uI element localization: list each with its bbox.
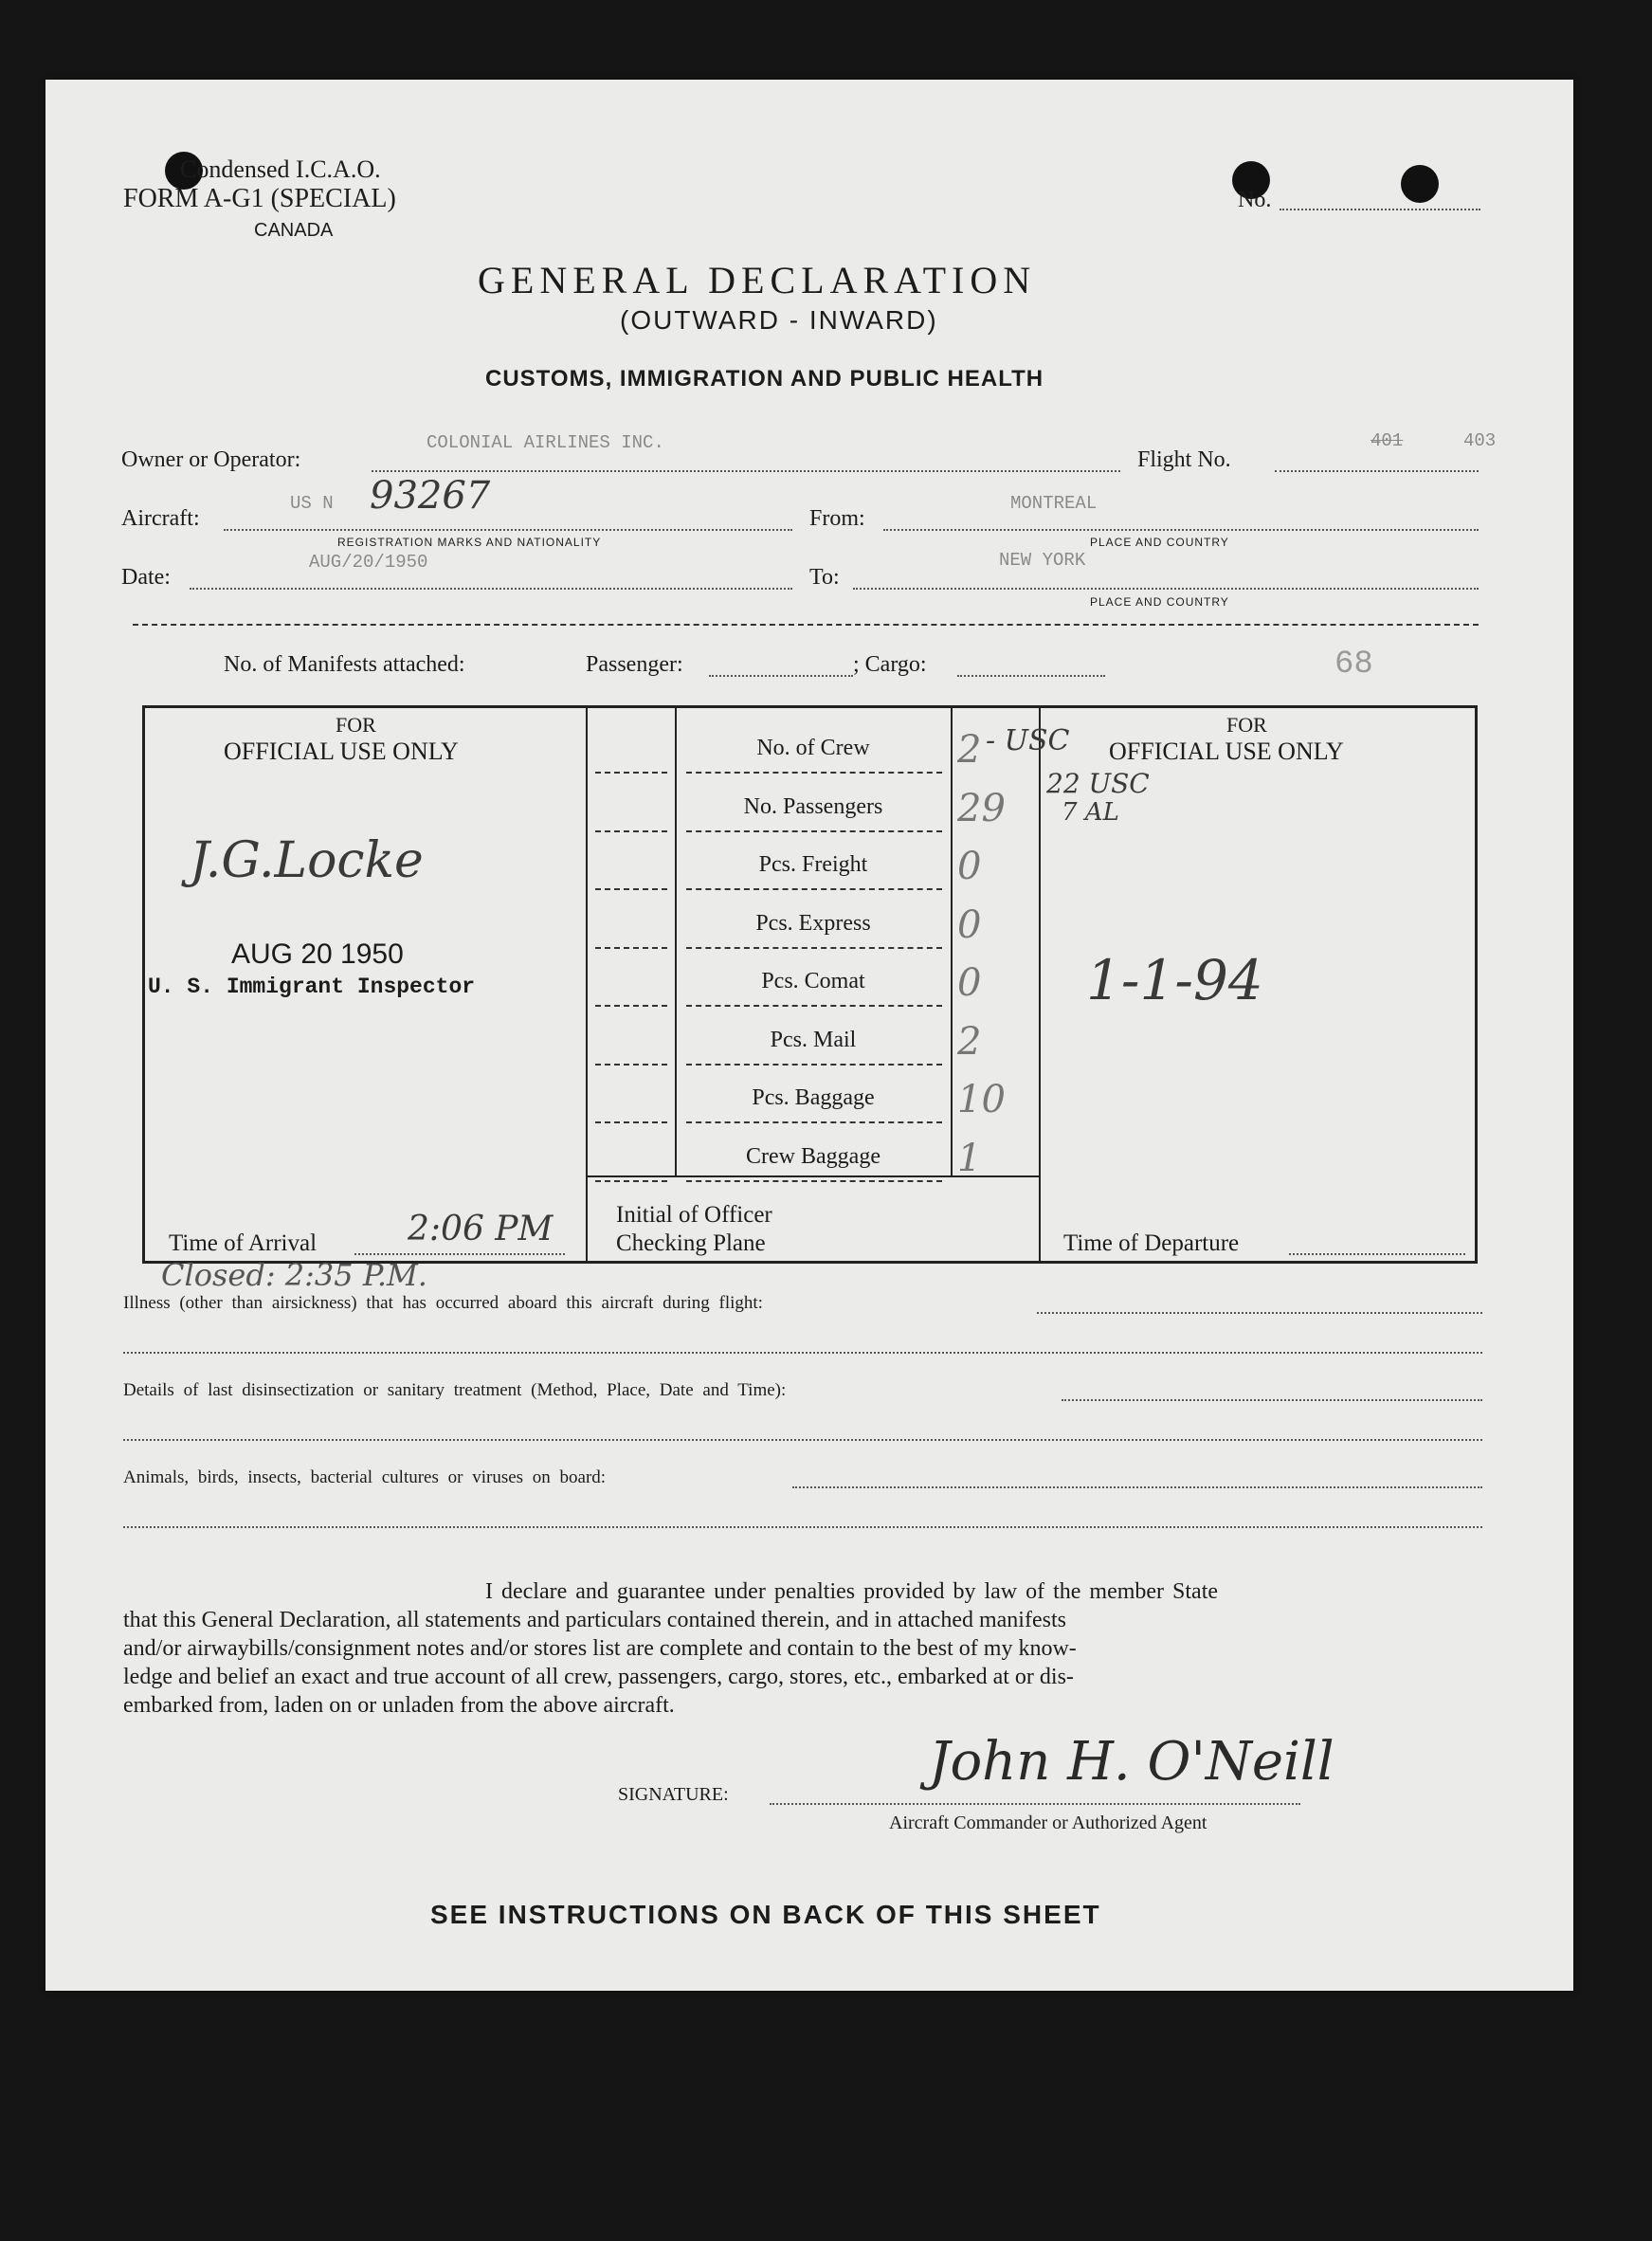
illness-field-2: [123, 1352, 1482, 1354]
row-rule: [686, 772, 942, 774]
table-divider-inner-a: [675, 705, 677, 1175]
section-divider: [133, 624, 1479, 626]
owner-value: COLONIAL AIRLINES INC.: [427, 432, 664, 453]
row-value: 2: [957, 728, 982, 772]
manifests-label: No. of Manifests attached:: [224, 652, 465, 677]
departure-field: [1289, 1253, 1465, 1255]
to-value: NEW YORK: [999, 550, 1086, 571]
from-field: [883, 529, 1479, 531]
row-value: 2: [957, 1020, 982, 1064]
row-rule: [686, 888, 942, 890]
row-label: Pcs. Freight: [758, 852, 868, 877]
row-value: 0: [957, 903, 982, 947]
page-subtitle: (OUTWARD - INWARD): [620, 305, 938, 335]
row-rule: [686, 1121, 942, 1123]
manifests-cargo-field: [957, 675, 1105, 677]
aircraft-typed: US N: [290, 493, 334, 514]
row-value: 10: [957, 1078, 1006, 1121]
inspector-stamp-date: AUG 20 1950: [231, 938, 404, 970]
table-right-border: [1475, 705, 1478, 1264]
row-rule: [686, 1180, 942, 1182]
punch-hole: [1401, 165, 1439, 203]
flight-field: [1275, 470, 1479, 472]
right-note-1: - USC: [986, 724, 1070, 757]
row-label: Pcs. Baggage: [752, 1085, 875, 1110]
flight-value: 403: [1463, 430, 1497, 451]
declaration-line-5: embarked from, laden on or unladen from the above aircraft.: [123, 1693, 675, 1718]
form-number-line: [1280, 209, 1480, 210]
manifests-handwritten-count: 68: [1334, 647, 1373, 683]
animals-field: [792, 1486, 1482, 1488]
department-heading: CUSTOMS, IMMIGRATION AND PUBLIC HEALTH: [485, 366, 1044, 392]
table-divider-left: [586, 705, 588, 1264]
date-value: AUG/20/1950: [309, 552, 428, 573]
flight-value-struck: 401: [1371, 430, 1404, 451]
aircraft-label: Aircraft:: [121, 506, 200, 531]
inspector-stamp-title: U. S. Immigrant Inspector: [148, 975, 476, 999]
row-rule-left: [595, 830, 667, 832]
animals-question: Animals, birds, insects, bacterial cultures or viruses on board:: [123, 1467, 607, 1487]
right-big-note: 1-1-94: [1086, 948, 1263, 1012]
row-rule-left: [595, 1121, 667, 1123]
right-official-heading-1: FOR: [1226, 713, 1267, 737]
disinsection-field-2: [123, 1439, 1482, 1441]
row-value: 1: [957, 1137, 982, 1180]
row-label: Crew Baggage: [746, 1144, 880, 1169]
row-label: No. of Crew: [756, 736, 870, 760]
left-official-heading-2: OFFICIAL USE ONLY: [224, 738, 459, 765]
owner-label: Owner or Operator:: [121, 447, 301, 472]
signature-label: SIGNATURE:: [618, 1784, 729, 1805]
date-field: [190, 588, 792, 590]
right-official-heading-2: OFFICIAL USE ONLY: [1109, 738, 1344, 765]
arrival-value: 2:06 PM: [408, 1210, 554, 1248]
row-rule-left: [595, 1005, 667, 1007]
row-value: 0: [957, 961, 982, 1005]
to-field: [853, 588, 1479, 590]
owner-field: [372, 470, 1120, 472]
aircraft-handwritten: 93267: [370, 474, 491, 518]
illness-field: [1037, 1312, 1482, 1314]
right-note-2: 22 USC: [1046, 768, 1150, 799]
row-label: No. Passengers: [743, 794, 883, 819]
commander-signature: John H. O'Neill: [929, 1731, 1334, 1793]
footer-instructions: SEE INSTRUCTIONS ON BACK OF THIS SHEET: [430, 1900, 1101, 1929]
table-left-border: [142, 705, 145, 1264]
row-rule-left: [595, 1064, 667, 1066]
inspector-signature: J.G.Locke: [190, 832, 424, 889]
form-country: CANADA: [254, 220, 334, 241]
row-rule-left: [595, 947, 667, 949]
declaration-line-2: that this General Declaration, all statements and particulars contained therein, and in attached manifests: [123, 1608, 1066, 1632]
arrival-field: [354, 1253, 565, 1255]
to-caption: PLACE AND COUNTRY: [1090, 595, 1229, 609]
to-label: To:: [809, 565, 840, 590]
from-label: From:: [809, 506, 865, 531]
row-rule: [686, 1005, 942, 1007]
date-label: Date:: [121, 565, 171, 590]
departure-label: Time of Departure: [1063, 1230, 1240, 1256]
right-note-3: 7 AL: [1062, 798, 1119, 827]
aircraft-caption: REGISTRATION MARKS AND NATIONALITY: [337, 536, 602, 549]
table-top-border: [142, 705, 1475, 708]
disinsection-question: Details of last disinsectization or sanitary treatment (Method, Place, Date and Time):: [123, 1380, 787, 1400]
row-rule-left: [595, 772, 667, 774]
declaration-line-3: and/or airwaybills/consignment notes and/or stores list are complete and contain to the best of my know-: [123, 1636, 1077, 1661]
officer-label-2: Checking Plane: [616, 1230, 766, 1256]
aircraft-field: [224, 529, 792, 531]
left-official-heading-1: FOR: [336, 713, 376, 737]
table-divider-right: [1039, 705, 1041, 1264]
row-rule: [686, 830, 942, 832]
row-value: 29: [957, 787, 1006, 830]
row-label: Pcs. Express: [755, 911, 871, 936]
illness-question: Illness (other than airsickness) that has occurred aboard this aircraft during flight:: [123, 1293, 763, 1313]
manifests-passenger-label: Passenger:: [586, 652, 683, 677]
manifests-passenger-field: [709, 675, 853, 677]
signature-field: [770, 1803, 1300, 1805]
animals-field-2: [123, 1526, 1482, 1528]
row-label: Pcs. Mail: [770, 1028, 857, 1052]
row-label: Pcs. Comat: [761, 969, 865, 993]
declaration-line-4: ledge and belief an exact and true account of all crew, passengers, cargo, stores, etc., embarked at or dis-: [123, 1665, 1074, 1689]
from-value: MONTREAL: [1010, 493, 1098, 514]
disinsection-field: [1062, 1399, 1482, 1401]
row-rule: [686, 1064, 942, 1066]
arrival-label: Time of Arrival: [169, 1230, 318, 1256]
officer-label-1: Initial of Officer: [616, 1202, 772, 1228]
form-number-label: No.: [1238, 188, 1272, 212]
row-rule-left: [595, 888, 667, 890]
page-title: GENERAL DECLARATION: [478, 259, 1037, 301]
declaration-line-1: I declare and guarantee under penalties provided by law of the member State: [485, 1579, 1219, 1604]
table-divider-inner-b: [951, 705, 953, 1175]
signer-caption: Aircraft Commander or Authorized Agent: [889, 1813, 1207, 1833]
form-code-line2: FORM A-G1 (SPECIAL): [123, 184, 396, 213]
row-rule: [686, 947, 942, 949]
from-caption: PLACE AND COUNTRY: [1090, 536, 1229, 549]
closed-note: Closed: 2:35 P.M.: [161, 1257, 427, 1293]
form-code-line1: Condensed I.C.A.O.: [180, 155, 381, 183]
row-value: 0: [957, 845, 982, 888]
manifests-cargo-label: ; Cargo:: [853, 652, 927, 677]
flight-label: Flight No.: [1137, 447, 1231, 472]
row-rule-left: [595, 1180, 667, 1182]
